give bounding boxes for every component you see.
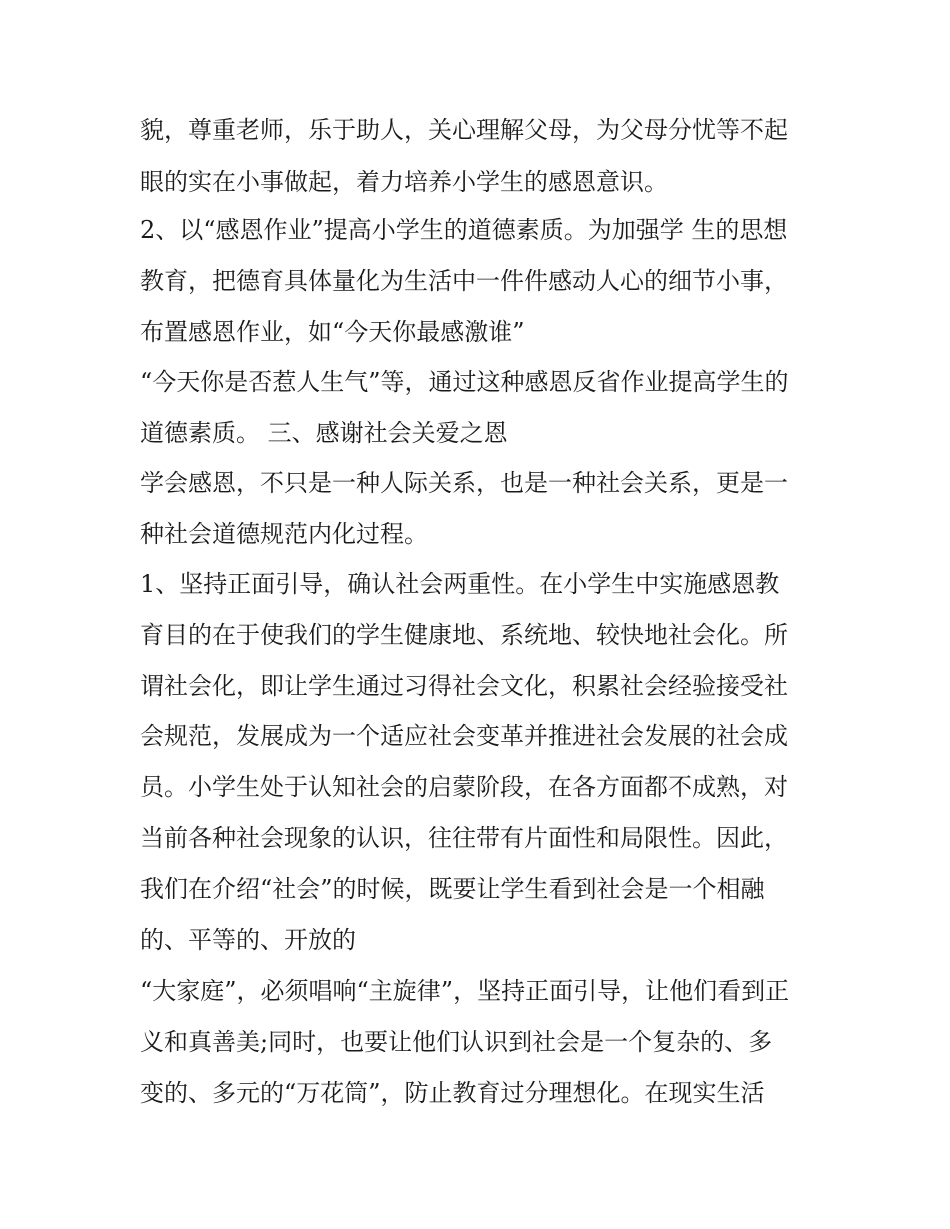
text-line: 貌，尊重老师，乐于助人，关心理解父母，为父母分忧等不起 <box>140 116 788 144</box>
text-line: 育目的在于使我们的学生健康地、系统地、较快地社会化。所 <box>140 621 788 649</box>
text-line: 变的、多元的“万花筒”，防止教育过分理想化。在现实生活 <box>140 1079 765 1107</box>
text-line: 谓社会化，即让学生通过习得社会文化，积累社会经验接受社 <box>140 672 788 700</box>
text-line: 当前各种社会现象的认识，往往带有片面性和局限性。因此， <box>140 824 788 852</box>
text-line: 员。小学生处于认知社会的启蒙阶段，在各方面都不成熟，对 <box>140 773 788 801</box>
text-line: 义和真善美;同时，也要让他们认识到社会是一个复杂的、多 <box>140 1028 773 1056</box>
text-line: 1、坚持正面引导，确认社会两重性。在小学生中实施感恩教 <box>140 570 780 598</box>
text-line: “大家庭”，必须唱响“主旋律”，坚持正面引导，让他们看到正 <box>140 977 790 1005</box>
text-line: 教育，把德育具体量化为生活中一件件感动人心的细节小事， <box>140 267 788 295</box>
text-line: 我们在介绍“社会”的时候，既要让学生看到社会是一个相融 <box>140 875 765 903</box>
text-line: 的、平等的、开放的 <box>140 926 356 954</box>
text-line: 眼的实在小事做起，着力培养小学生的感恩意识。 <box>140 168 668 196</box>
text-line: 2、以“感恩作业”提高小学生的道德素质。为加强学 生的思想 <box>140 216 788 244</box>
text-line: “今天你是否惹人生气”等，通过这种感恩反省作业提高学生的 <box>140 368 789 396</box>
text-line: 布置感恩作业，如“今天你最感激谁” <box>140 318 525 346</box>
text-line: 学会感恩，不只是一种人际关系，也是一种社会关系，更是一 <box>140 469 788 497</box>
text-line: 会规范，发展成为一个适应社会变革并推进社会发展的社会成 <box>140 722 788 750</box>
text-line: 种社会道德规范内化过程。 <box>140 520 428 548</box>
text-line: 道德素质。 三、感谢社会关爱之恩 <box>140 419 508 447</box>
